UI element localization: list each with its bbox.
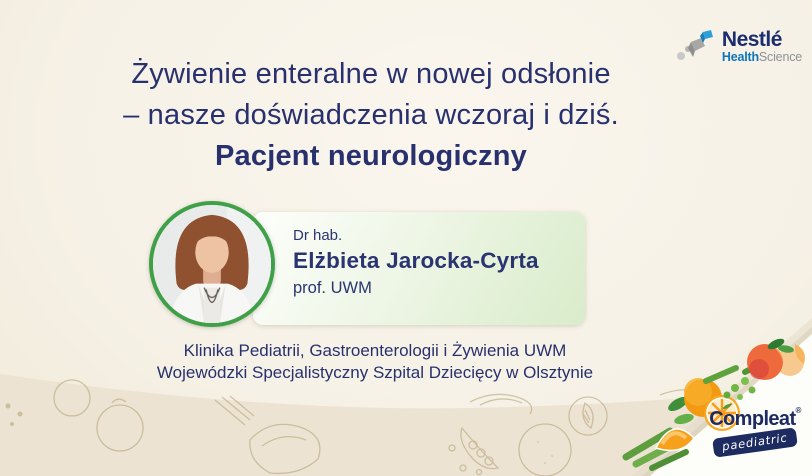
- registered-trademark-symbol: ®: [795, 406, 801, 415]
- speaker-photo: [149, 201, 275, 327]
- title-line-1: Żywienie enteralne w nowej odsłonie: [131, 58, 611, 90]
- affiliation-line-1: Klinika Pediatrii, Gastroenterologii i Żywienia UWM: [183, 341, 567, 360]
- affiliation-block: [40, 340, 710, 384]
- speaker-card: [253, 212, 585, 325]
- speaker-portrait-illustration: [153, 205, 271, 323]
- paediatric-badge: paediatric: [712, 427, 798, 457]
- title-line-2: – nasze doświadczenia wczoraj i dziś.: [123, 98, 619, 131]
- speaker-name: Elżbieta Jarocka-Cyrta: [293, 248, 539, 273]
- health-science-label: HealthScience: [721, 49, 802, 64]
- affiliation-line-2: Wojewódzki Specjalistyczny Szpital Dziecięcy w Olsztynie: [156, 363, 594, 383]
- speaker-degree: Dr hab.: [293, 227, 343, 244]
- speaker-academic-title: prof. UWM: [293, 279, 372, 297]
- compleat-wordmark: Compleat®: [709, 408, 801, 431]
- compleat-logo: [698, 408, 812, 452]
- slide-title: [26, 54, 716, 177]
- title-line-3: Pacjent neurologiczny: [215, 139, 527, 172]
- leaf-icon: [722, 403, 732, 410]
- nestle-wordmark: Nestlé: [721, 27, 782, 51]
